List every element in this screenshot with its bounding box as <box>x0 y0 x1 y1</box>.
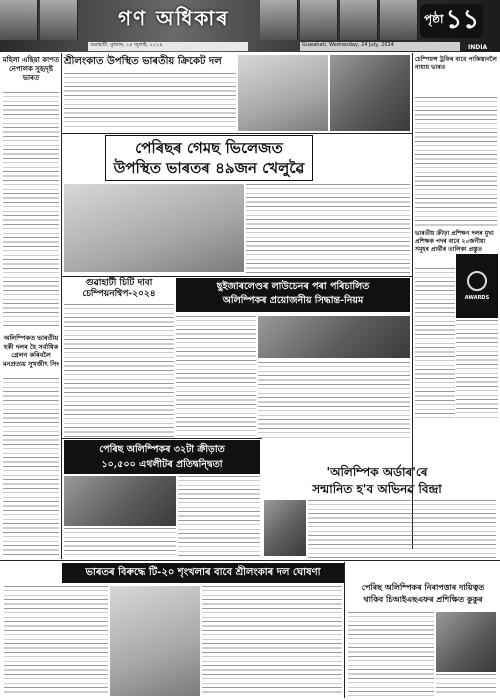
bindra-headline-1: 'অলিম্পিক অৰ্ডাৰ'ৰে <box>326 465 428 479</box>
page-label: পৃষ্ঠা <box>424 12 444 26</box>
paris-sports-headline-box <box>64 440 260 474</box>
left-top-body <box>3 92 59 328</box>
right-top-body <box>415 97 497 227</box>
paris-main-headline-box <box>105 135 313 181</box>
right-mid-body <box>415 268 455 418</box>
olympic-rings-photo <box>258 316 410 358</box>
sri-lanka-photo-1 <box>238 55 328 131</box>
brand-label: INDIA <box>468 44 488 51</box>
t20-body-right <box>202 586 342 696</box>
bindra-headline-2: সন্মানিত হ'ব অভিনৱ বিন্দ্ৰা <box>312 482 442 496</box>
right-mid-headline: ভাৰতীয় ক্ৰীড়া প্ৰশিক্ষণ দলৰ মুখ্য প্ৰশিক্ষক পদৰ বাবে ২০জনীয়া সমূহৰ প্ৰাৰ্থীৰ তালিকা প্ৰস্তুত <box>415 230 494 253</box>
dateline-english: Guwahati, Wednesday, 24 July, 2024 <box>300 42 460 51</box>
security-headline-2: থাকিব চিআইএছএফৰ প্ৰশিক্ষিত কুকুৰ <box>363 594 483 604</box>
right-top-headline: চেম্পিয়ন্স ট্ৰফিৰ বাবে পাকিস্তানলৈ নাযায় ভাৰত <box>415 56 497 71</box>
left-top-headline: মহিলা এছিয়া কাপত নেপালক সুহৃদৃষ্ট ভাৰত <box>2 55 60 82</box>
chess-body <box>64 304 174 440</box>
awards-label: AWARDS <box>464 295 490 301</box>
paris-main-body <box>246 184 410 274</box>
ioc-headline-2: অলিম্পিকৰ প্ৰয়োজনীয় সিদ্ধান্ত-নিয়ম <box>222 295 364 306</box>
paris-sports-headline-1: পেৰিছ অলিম্পিকৰ ৩২টা ক্ৰীড়াত <box>99 444 225 455</box>
bindra-body <box>308 500 496 558</box>
swimmer-photo <box>64 476 176 526</box>
sri-lanka-headline: শ্ৰীলংকাত উপস্থিত ভাৰতীয় ক্ৰিকেট দল <box>64 56 222 67</box>
security-dog-photo <box>436 612 496 672</box>
sri-lanka-photo-2 <box>330 55 410 131</box>
paris-main-headline-2: উপস্থিত ভাৰতৰ ৪৯জন খেলুৱৈ <box>113 159 305 177</box>
column-divider <box>61 53 62 559</box>
left-mid-headline: অলিম্পিকত ভাৰতীয় হকী দলৰ হৈ সৰ্বাধিক গ্ৰেলন কৰিবলৈ মনপ্ৰত্যয় সুখজীৎ সিং <box>2 334 60 368</box>
paris-main-headline-1: পেৰিছৰ গেমছ ভিলেজত <box>135 139 283 157</box>
ioc-body <box>176 316 256 436</box>
security-headline-1: পেৰিছ অলিম্পিকৰ নিৰাপত্তাৰ দায়িত্বত <box>361 582 485 592</box>
trophy-icon <box>467 271 487 291</box>
chess-headline: গুৱাহাটী চিটি দাবা চেম্পিয়নশ্বিপ-২০২৪ <box>82 278 156 299</box>
page-number: ১১ <box>445 5 480 35</box>
t20-headline: ভাৰতৰ বিৰুদ্ধে টি-২০ শৃংখলাৰ বাবে শ্ৰীলংকাৰ দল ঘোষণা <box>85 567 321 578</box>
sri-lanka-team-photo <box>110 586 200 696</box>
page-number-badge <box>420 4 483 38</box>
left-mid-body <box>3 378 59 558</box>
security-body <box>348 612 434 696</box>
ioc-headline-1: ছুইজাৰলেণ্ডৰ লাউচেনৰ পৰা পৰিচালিত <box>216 281 370 292</box>
paris-sports-body <box>178 476 260 558</box>
bindra-photo <box>264 500 306 556</box>
paris-sports-headline-2: ১০,৫০০ এথলীটৰ প্ৰতিদ্বন্দ্বিতা <box>101 459 223 470</box>
section-title: গণ অধিকাৰ <box>118 6 230 30</box>
t20-headline-box <box>62 563 344 583</box>
t20-body-left <box>4 586 108 696</box>
awards-graphic <box>456 254 498 318</box>
sri-lanka-body <box>64 73 236 129</box>
dateline-assamese: গুৱাহাটী, বুধবাৰ, ২৪ জুলাই, ২০২৪ <box>88 42 248 51</box>
paris-team-photo <box>64 184 244 272</box>
ioc-headline-box <box>176 278 410 312</box>
